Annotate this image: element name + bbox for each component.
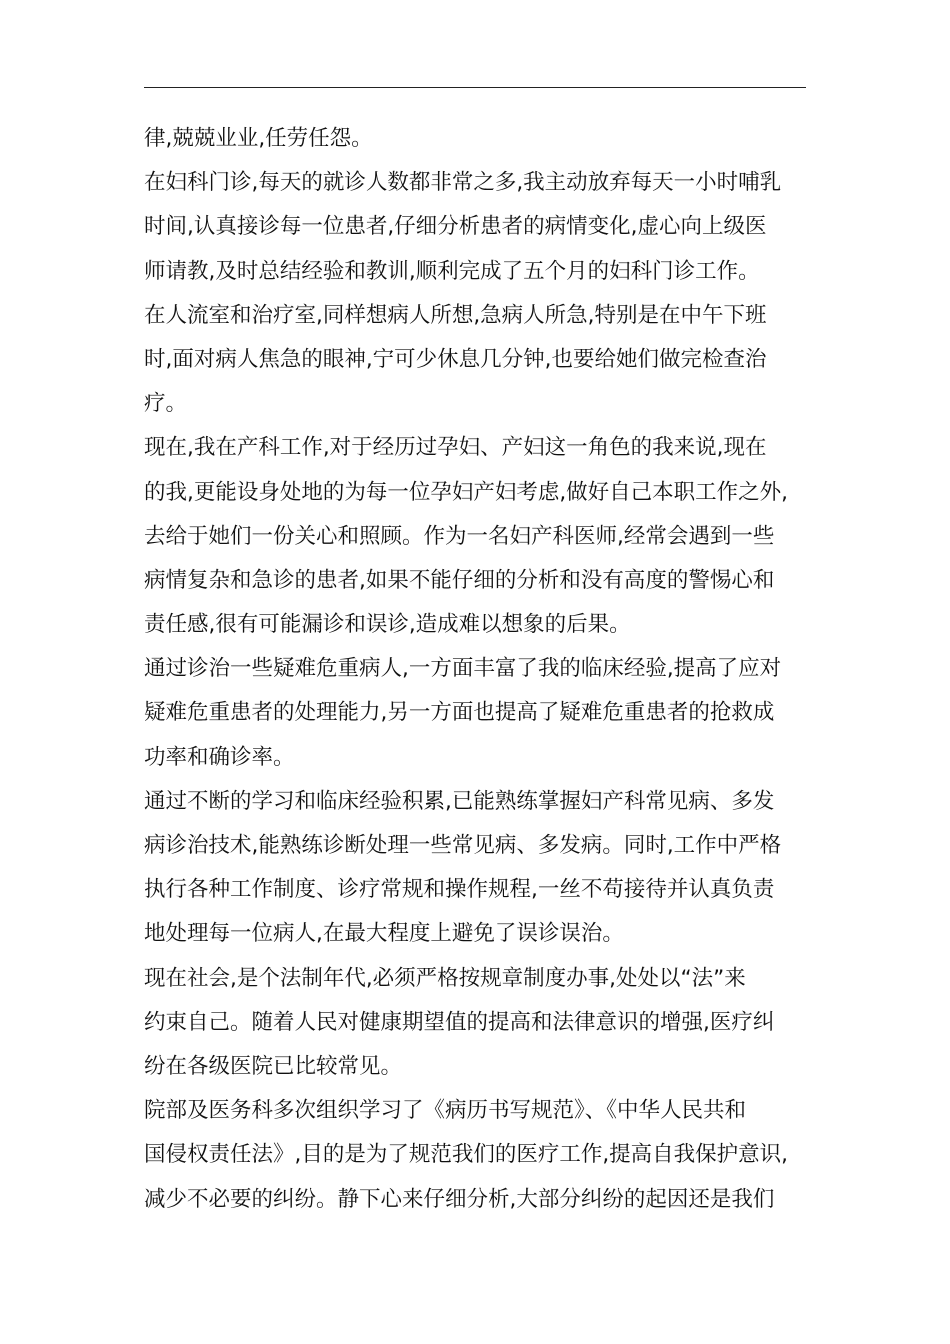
text-line: 在人流室和治疗室,同样想病人所想,急病人所急,特别是在中午下班 [144,302,767,328]
text-line: 减少不必要的纠纷。静下心来仔细分析,大部分纠纷的起因还是我们 [144,1186,775,1212]
text-line: 在妇科门诊,每天的就诊人数都非常之多,我主动放弃每天一小时哺乳 [144,170,782,196]
text-line: 病情复杂和急诊的患者,如果不能仔细的分析和没有高度的警惕心和 [144,567,775,593]
text-line: 责任感,很有可能漏诊和误诊,造成难以想象的后果。 [144,612,631,638]
text-line: 时间,认真接诊每一位患者,仔细分析患者的病情变化,虚心向上级医 [144,214,767,240]
document-body [144,117,812,1222]
text-line: 院部及医务科多次组织学习了《病历书写规范》、《中华人民共和 [144,1098,747,1124]
text-line: 疑难危重患者的处理能力,另一方面也提高了疑难危重患者的抢救成 [144,700,775,726]
text-line: 功率和确诊率。 [144,744,295,770]
text-line: 疗。 [144,391,188,417]
text-line: 时,面对病人焦急的眼神,宁可少休息几分钟,也要给她们做完检查治 [144,346,767,372]
text-line: 师请教,及时总结经验和教训,顺利完成了五个月的妇科门诊工作。 [144,258,760,284]
text-line: 病诊治技术,能熟练诊断处理一些常见病、多发病。同时,工作中严格 [144,833,782,858]
text-line: 现在,我在产科工作,对于经历过孕妇、产妇这一角色的我来说,现在 [144,435,767,461]
text-line: 通过诊治一些疑难危重病人,一方面丰富了我的临床经验,提高了应对 [144,656,782,682]
text-line: 地处理每一位病人,在最大程度上避免了误诊误治。 [144,921,624,947]
text-line: 的我,更能设身处地的为每一位孕妇产妇考虑,做好自己本职工作之外, [144,479,789,505]
text-line: 通过不断的学习和临床经验积累,已能熟练掌握妇产科常见病、多发 [144,788,775,814]
text-line: 现在社会,是个法制年代,必须严格按规章制度办事,处处以“法”来 [144,965,746,991]
text-line: 国侵权责任法》,目的是为了规范我们的医疗工作,提高自我保护意识, [144,1142,789,1168]
text-line: 执行各种工作制度、诊疗常规和操作规程,一丝不苟接待并认真负责 [144,877,775,903]
header-rule [144,87,806,88]
text-line: 律,兢兢业业,任劳任怨。 [144,126,373,151]
text-line: 约束自己。随着人民对健康期望值的提高和法律意识的增强,医疗纠 [144,1009,775,1035]
text-line: 去给于她们一份关心和照顾。作为一名妇产科医师,经常会遇到一些 [144,523,775,549]
text-line: 纷在各级医院已比较常见。 [144,1053,403,1079]
